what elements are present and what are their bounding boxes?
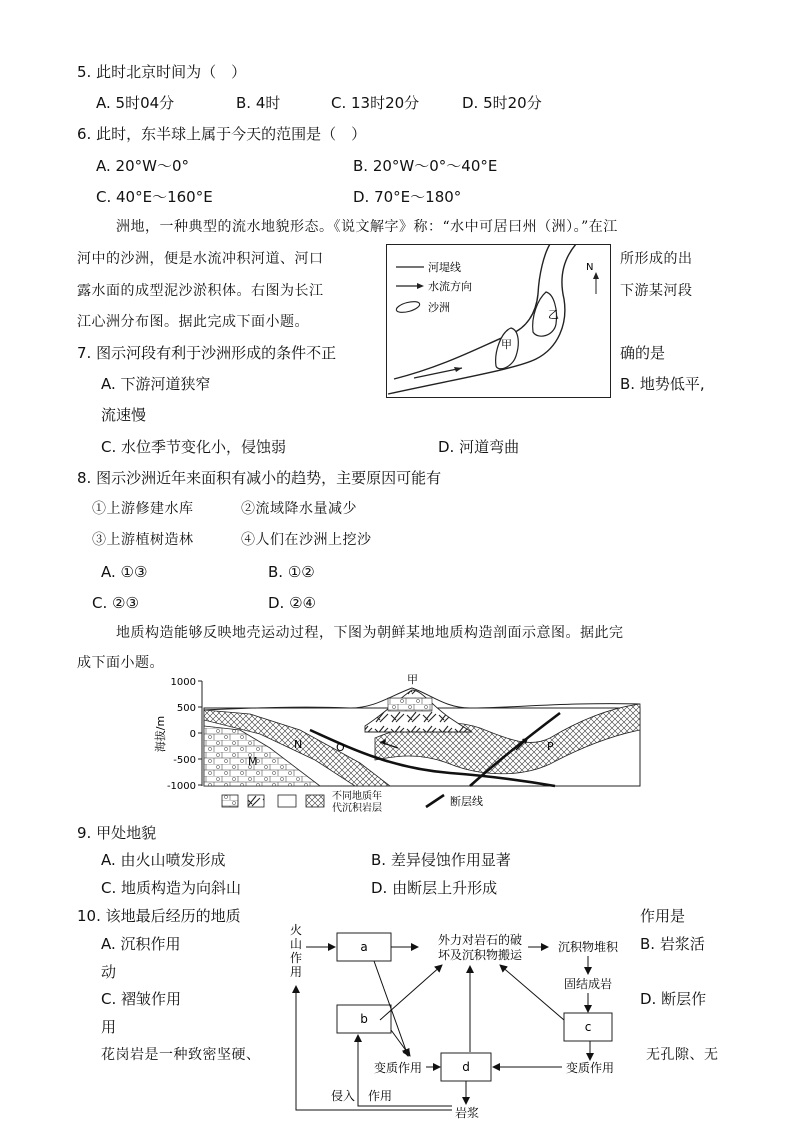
geologic-section-figure bbox=[150, 668, 650, 818]
y-tick-label-1000: 1000 bbox=[170, 677, 196, 688]
legend-sandbar-label: 沙洲 bbox=[428, 301, 450, 314]
passage2-line2: 成下面小题。 bbox=[77, 655, 164, 671]
legend-fractured bbox=[248, 795, 264, 807]
q10-option-a: A. 沉积作用 bbox=[101, 935, 181, 953]
volcano-label-2: 山 bbox=[289, 937, 303, 951]
q5-option-b: B. 4时 bbox=[236, 94, 281, 112]
q5-stem: 5. 此时北京时间为（ ） bbox=[77, 63, 247, 81]
q10-option-d-cont: 用 bbox=[101, 1018, 117, 1036]
sandbar-yi-label: 乙 bbox=[548, 308, 559, 321]
q10-option-b-cont: 动 bbox=[101, 963, 117, 981]
q8-item-1: ①上游修建水库 bbox=[92, 501, 194, 517]
box-d-label: d bbox=[462, 1060, 470, 1074]
q10-option-c: C. 褶皱作用 bbox=[101, 990, 182, 1008]
q6-option-b: B. 20°W～0°～40°E bbox=[353, 157, 498, 175]
q8-option-a: A. ①③ bbox=[101, 563, 148, 581]
weathering-label-2: 坏及沉积物搬运 bbox=[437, 948, 523, 962]
magma-label: 岩浆 bbox=[454, 1106, 480, 1120]
y-tick-label-0: 0 bbox=[189, 729, 196, 740]
q7-option-b-cont: 流速慢 bbox=[101, 406, 147, 424]
label-m: M bbox=[248, 755, 258, 768]
action-label: 作用 bbox=[367, 1089, 393, 1103]
y-tick-label-minus500: -500 bbox=[173, 755, 196, 766]
y-tick-label-500: 500 bbox=[176, 703, 196, 714]
intrusion-label: 侵入 bbox=[330, 1089, 356, 1103]
passage3-right: 无孔隙、无 bbox=[646, 1047, 719, 1063]
legend-blank-stratum bbox=[278, 795, 296, 807]
passage1-line3-left: 露水面的成型泥沙淤积体。右图为长江 bbox=[77, 283, 324, 299]
q7-option-c: C. 水位季节变化小，侵蚀弱 bbox=[101, 438, 287, 456]
volcano-label-3: 作 bbox=[289, 951, 303, 965]
hill-jia-cap bbox=[388, 698, 432, 711]
q6-option-a: A. 20°W～0° bbox=[96, 157, 189, 175]
box-b-label: b bbox=[360, 1012, 368, 1026]
passage1-line3-right: 下游某河段 bbox=[620, 283, 693, 299]
label-o: O bbox=[336, 741, 345, 754]
q9-option-c: C. 地质构造为向斜山 bbox=[101, 879, 242, 897]
q8-item-3: ③上游植树造林 bbox=[92, 532, 194, 548]
q10-stem-left: 10. 该地最后经历的地质 bbox=[77, 907, 241, 925]
river-map-figure bbox=[386, 244, 611, 398]
passage1-line2-right: 所形成的出 bbox=[620, 251, 693, 267]
consolidation-label: 固结成岩 bbox=[563, 977, 613, 991]
legend-fault-label: 断层线 bbox=[450, 795, 483, 808]
legend-flow-label: 水流方向 bbox=[428, 280, 472, 293]
box-c-label: c bbox=[584, 1020, 592, 1034]
weathering-label-1: 外力对岩石的破 bbox=[437, 933, 523, 947]
label-jia: 甲 bbox=[407, 673, 418, 686]
q7-option-b: B. 地势低平, bbox=[620, 375, 705, 393]
box-a-label: a bbox=[360, 940, 368, 954]
y-axis-label: 海拔/m bbox=[154, 715, 167, 753]
q6-stem: 6. 此时，东半球上属于今天的范围是（ ） bbox=[77, 125, 367, 143]
y-tick-label-minus1000: -1000 bbox=[166, 781, 196, 792]
q6-option-c: C. 40°E～160°E bbox=[96, 188, 213, 206]
legend-levee-label: 河堤线 bbox=[428, 261, 461, 274]
legend-crosshatch-stratum bbox=[306, 795, 324, 807]
q10-stem-right: 作用是 bbox=[640, 907, 686, 925]
passage2-line1: 地质构造能够反映地壳运动过程，下图为朝鲜某地地质构造剖面示意图。据此完 bbox=[116, 625, 624, 641]
deposition-label: 沉积物堆积 bbox=[557, 940, 619, 954]
q8-option-c: C. ②③ bbox=[92, 594, 139, 612]
q7-option-a: A. 下游河道狭窄 bbox=[101, 375, 211, 393]
legend-fault-symbol bbox=[426, 795, 444, 807]
label-p: P bbox=[547, 740, 554, 753]
label-n: N bbox=[294, 738, 303, 751]
q9-option-b: B. 差异侵蚀作用显著 bbox=[371, 851, 511, 869]
legend-granite bbox=[222, 795, 238, 807]
north-label: N bbox=[586, 262, 594, 273]
q5-option-a: A. 5时04分 bbox=[96, 94, 175, 112]
q6-option-d: D. 70°E～180° bbox=[353, 188, 462, 206]
passage1-line1: 洲地，一种典型的流水地貌形态。《说文解字》称：“水中可居曰州（洲）。”在江 bbox=[116, 219, 618, 235]
q8-option-d: D. ②④ bbox=[268, 594, 316, 612]
rock-cycle-figure bbox=[280, 920, 642, 1120]
passage1-line2-left: 河中的沙洲，便是水流冲积河道、河口 bbox=[77, 251, 324, 267]
q10-option-d: D. 断层作 bbox=[640, 990, 707, 1008]
q9-option-d: D. 由断层上升形成 bbox=[371, 879, 498, 897]
volcano-label-4: 用 bbox=[289, 965, 303, 979]
q10-option-b: B. 岩浆活 bbox=[640, 935, 705, 953]
q8-item-4: ④人们在沙洲上挖沙 bbox=[241, 532, 372, 548]
metamorphism-left-label: 变质作用 bbox=[373, 1061, 423, 1075]
q9-option-a: A. 由火山喷发形成 bbox=[101, 851, 226, 869]
q9-stem: 9. 甲处地貌 bbox=[77, 824, 157, 842]
q5-option-d: D. 5时20分 bbox=[462, 94, 542, 112]
passage3-left: 花岗岩是一种致密坚硬、 bbox=[101, 1047, 261, 1063]
legend-strata-label-1: 不同地质年 bbox=[332, 791, 382, 802]
arrow-c-to-weathering bbox=[500, 965, 564, 1020]
volcano-label-1: 火 bbox=[289, 923, 303, 937]
arrow-b-to-weathering bbox=[380, 965, 442, 1020]
passage1-line4-left: 江心洲分布图。据此完成下面小题。 bbox=[77, 314, 309, 330]
q7-stem-right: 确的是 bbox=[620, 344, 666, 362]
legend-strata-label-2: 代沉积岩层 bbox=[332, 803, 382, 814]
metamorphism-right-label: 变质作用 bbox=[565, 1061, 615, 1075]
q8-option-b: B. ①② bbox=[268, 563, 315, 581]
q7-option-d: D. 河道弯曲 bbox=[438, 438, 520, 456]
q7-stem-left: 7. 图示河段有利于沙洲形成的条件不正 bbox=[77, 344, 337, 362]
q8-stem: 8. 图示沙洲近年来面积有减小的趋势，主要原因可能有 bbox=[77, 469, 442, 487]
q8-item-2: ②流域降水量减少 bbox=[241, 501, 357, 517]
sandbar-jia-label: 甲 bbox=[501, 338, 512, 351]
q5-option-c: C. 13时20分 bbox=[331, 94, 420, 112]
